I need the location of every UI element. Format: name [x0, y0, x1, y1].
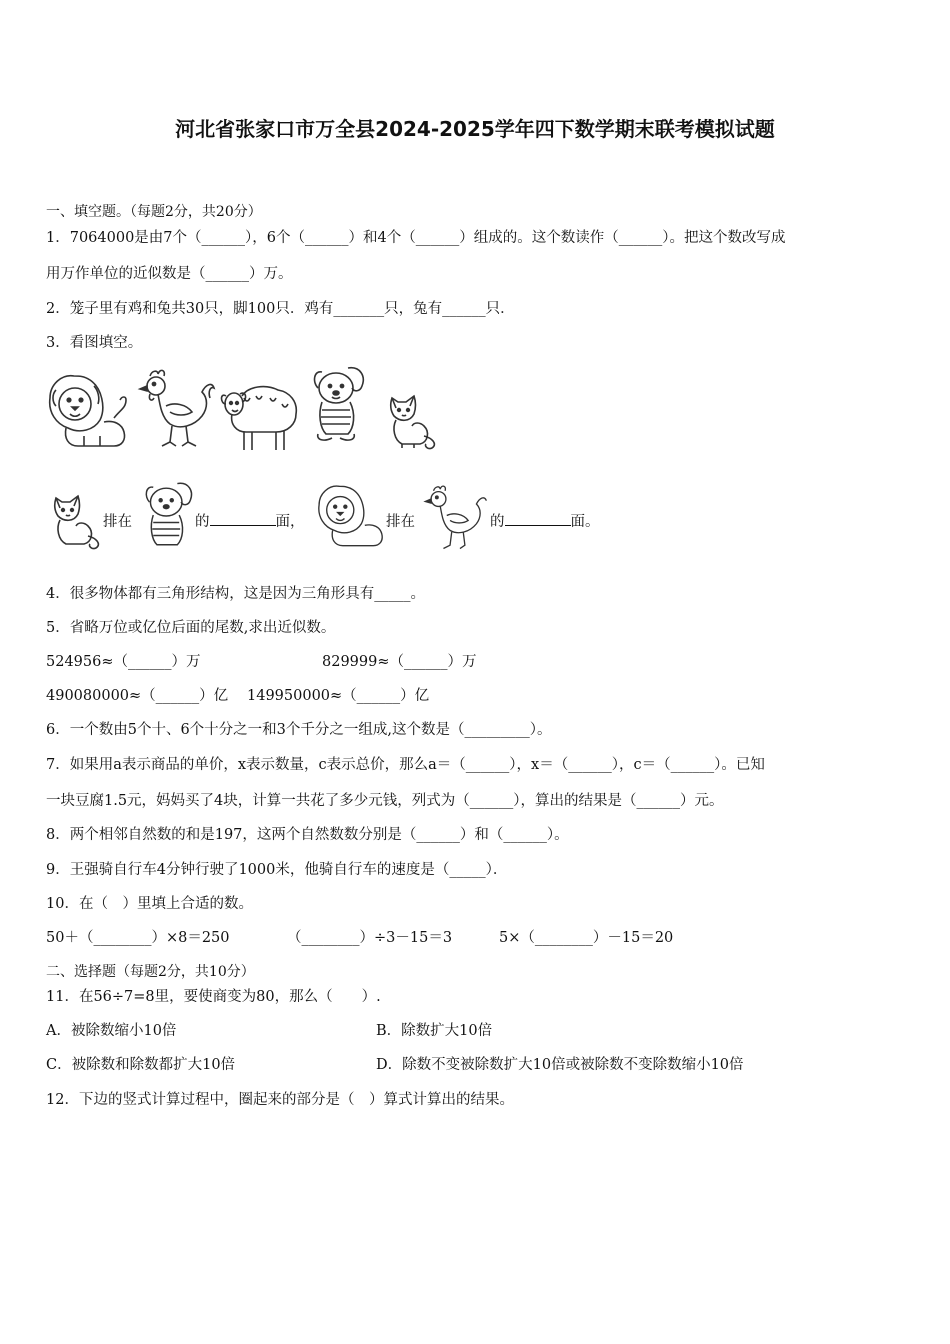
- question-10-item-a: 50＋（________）×8＝250: [46, 930, 230, 946]
- question-11-option-c[interactable]: C．被除数和除数都扩大10倍: [46, 1057, 236, 1073]
- page-title: 河北省张家口市万全县2024-2025学年四下数学期末联考模拟试题: [175, 117, 775, 141]
- section-1-heading: 一、填空题。（每题2分，共20分）: [46, 204, 262, 220]
- rooster-icon: [136, 366, 216, 452]
- lion-icon: [314, 478, 386, 554]
- question-2: 2．笼子里有鸡和兔共30只，脚100只．鸡有_______只，兔有______只．: [46, 301, 515, 317]
- question-1-line-2: 用万作单位的近似数是（______）万。: [46, 266, 293, 282]
- question-11-option-b[interactable]: B．除数扩大10倍: [376, 1023, 493, 1039]
- question-11: 11．在56÷7=8里，要使商变为80，那么（ ）.: [46, 989, 381, 1005]
- q3-text-2: 的 面，: [195, 514, 305, 530]
- question-11-option-a[interactable]: A．被除数缩小10倍: [46, 1023, 177, 1039]
- q3-text-5: 的 面。: [490, 514, 600, 530]
- question-10-item-c: 5×（________）－15＝20: [499, 930, 674, 946]
- question-4: 4．很多物体都有三角形结构，这是因为三角形具有_____。: [46, 586, 425, 602]
- sheep-icon: [220, 378, 300, 454]
- answer-blank[interactable]: [210, 513, 276, 526]
- question-6: 6．一个数由5个十、6个十分之一和3个千分之一组成,这个数是（_________）。: [46, 722, 552, 738]
- question-11-option-d[interactable]: D．除数不变被除数扩大10倍或被除数不变除数缩小10倍: [376, 1057, 744, 1073]
- animal-pictures-row: [44, 362, 464, 457]
- question-7-line-2: 一块豆腐1.5元，妈妈买了4块，计算一共花了多少元钱，列式为（______），算出的结果是（______）元。: [46, 793, 724, 809]
- section-2-heading: 二、选择题（每题2分，共10分）: [46, 964, 255, 980]
- question-10: 10．在（ ）里填上合适的数。: [46, 896, 253, 912]
- question-3: 3．看图填空。: [46, 335, 143, 351]
- cat-icon: [48, 490, 106, 552]
- dog-icon: [308, 362, 370, 444]
- question-5-item-d: 149950000≈（______）亿: [247, 688, 430, 704]
- question-5-item-c: 490080000≈（______）亿: [46, 688, 229, 704]
- question-10-item-b: （________）÷3－15＝3: [287, 930, 453, 946]
- question-7-line-1: 7．如果用a表示商品的单价，x表示数量，c表示总价，那么a＝（______），x＝（______），c＝（______）。已知: [46, 757, 765, 773]
- question-5-item-b: 829999≈（______）万: [322, 654, 477, 670]
- dog-icon: [138, 478, 200, 554]
- q3-text-1: 排在: [103, 514, 132, 530]
- question-9: 9．王强骑自行车4分钟行驶了1000米，他骑自行车的速度是（_____）．: [46, 862, 508, 878]
- question-5-item-a: 524956≈（______）万: [46, 654, 201, 670]
- question-5: 5．省略万位或亿位后面的尾数,求出近似数。: [46, 620, 336, 636]
- question-3-fill-row: [44, 478, 644, 558]
- q3-text-4: 排在: [386, 514, 415, 530]
- rooster-icon: [422, 482, 488, 554]
- cat-icon: [384, 390, 442, 452]
- question-12: 12．下边的竖式计算过程中，圈起来的部分是（ ）算式计算出的结果。: [46, 1092, 514, 1108]
- lion-icon: [44, 370, 129, 452]
- question-8: 8．两个相邻自然数的和是197，这两个自然数数分别是（______）和（______）。: [46, 827, 569, 843]
- answer-blank[interactable]: [505, 513, 571, 526]
- question-1-line-1: 1．7064000是由7个（______），6个（______）和4个（______）组成的。这个数读作（______）。把这个数改写成: [46, 230, 786, 246]
